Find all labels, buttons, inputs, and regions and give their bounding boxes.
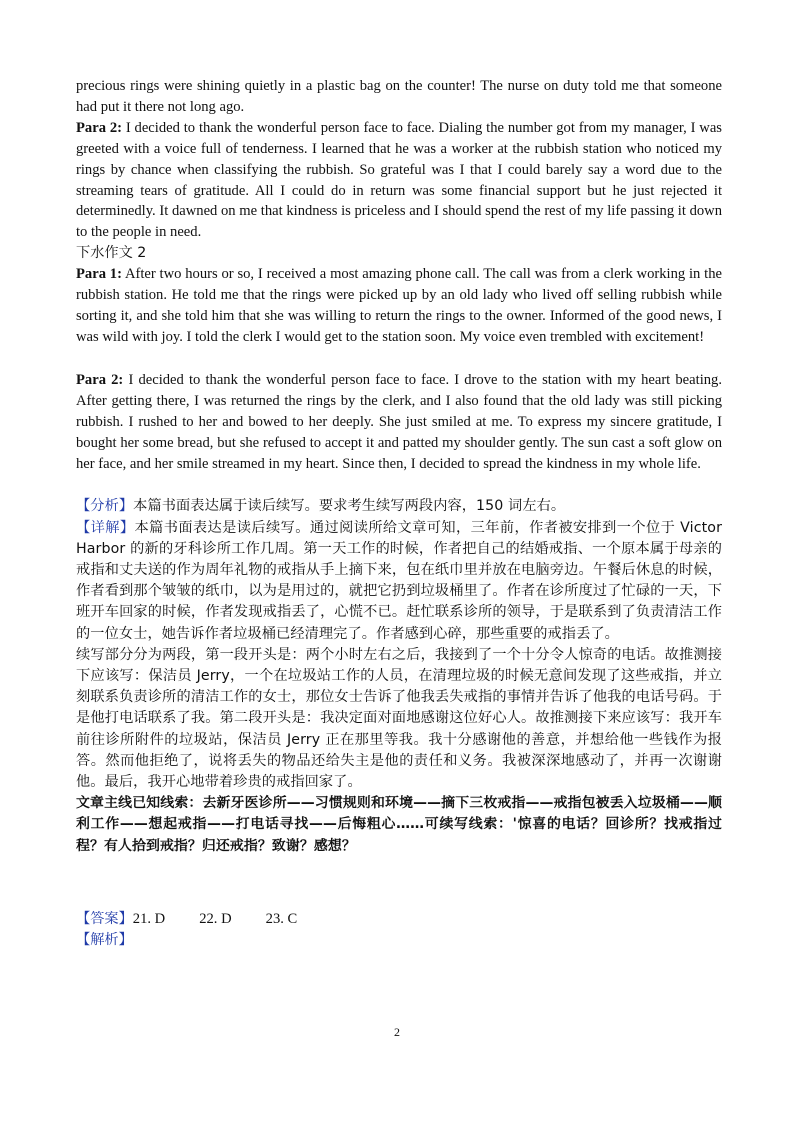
page-content xyxy=(76,76,722,952)
explain-tag: 【解析】 xyxy=(76,932,133,949)
answer-tag: 【答案】 xyxy=(76,910,133,927)
para-text: I decided to thank the wonderful person face to face. Dialing the number got from my manager, I was greeted with a voice full of tenderness. I learned that he was a worker at the rubbish station who noticed my rings by chance when classifying the rubbish. So grateful was I that I could barely say a word due to the streaming tears of gratitude. All I could do in return was some financial support but he just rejected it determinedly. It dawned on me that kindness is priceless and I should spend the rest of my life passing it down to the people in need. xyxy=(76,119,722,241)
sample2-para2 xyxy=(76,370,722,475)
detail-continuation: 续写部分分为两段，第一段开头是：两个小时左右之后，我接到了一个十分令人惊奇的电话。故推测接下应该写：保洁员 Jerry，一个在垃圾站工作的人员，在清理垃圾的时候无意间发现了这些戒指，并立刻联系负责诊所的清洁工作的女士，那位女士告诉了他我丢失戒指的事情并告诉了他我的电话号码。于是他打电话联系了我。第二段开头是：我决定面对面地感谢这位好心人。故推测接下来应该写：我开车前往诊所附件的垃圾站，保洁员 Jerry 正在那里等我。我十分感谢他的善意，并想给他一些钱作为报答。然而他拒绝了，说将丢失的物品还给失主是他的责任和义务。我被深深地感动了，并再一次谢谢他。最后，我开心地带着珍贵的戒指回家了。 xyxy=(76,646,722,791)
answer-line xyxy=(76,909,722,931)
spacer xyxy=(76,348,722,370)
answer-item: 22. D xyxy=(199,910,232,927)
detail-text: 本篇书面表达是读后续写。通过阅读所给文章可知，三年前，作者被安排到一个位于 Victor Harbor 的新的牙科诊所工作几周。第一天工作的时候，作者把自己的结婚戒指、一个原本属于母亲的戒指和丈夫送的作为周年礼物的戒指从手上摘下来，包在纸巾里并放在电脑旁边。午餐后休息的时候，作者看到那个皱皱的纸巾，以为是用过的，就把它扔到垃圾桶里了。作者在诊所度过了忙碌的一天，下班开车回家的时候，作者发现戒指丢了，心慌不已。赶忙联系诊所的领导，于是联系到了负责清洁工作的一位女士，她告诉作者垃圾桶已经清理完了。作者感到心碎，那些重要的戒指丢了。 xyxy=(76,519,722,642)
analysis-section xyxy=(76,496,722,517)
detail-section xyxy=(76,518,722,645)
para-text: After two hours or so, I received a most amazing phone call. The call was from a clerk working in the rubbish station. He told me that the rings were picked up by an old lady who lived off selling rubbish while sorting it, and she told him that she was willing to return the rings to the owner. Informed of the good news, I was wild with joy. I told the clerk I would get to the station soon. My voice even trembled with excitement! xyxy=(76,266,722,345)
detail-tag: 【详解】 xyxy=(76,519,135,536)
essay-continuation: precious rings were shining quietly in a plastic bag on the counter! The nurse on duty told me that someone had put it there not long ago. xyxy=(76,78,722,115)
analysis-tag: 【分析】 xyxy=(76,498,134,515)
spacer xyxy=(76,857,722,909)
para-label: Para 2: xyxy=(76,371,124,388)
para-label: Para 1: xyxy=(76,266,122,283)
sample2-para1 xyxy=(76,264,722,348)
clue-summary: 文章主线已知线索：去新牙医诊所——习惯规则和环境——摘下三枚戒指——戒指包被丢入垃圾桶——顺利工作——想起戒指——打电话寻找——后悔粗心……可续写线索：'惊喜的电话？回诊所？找戒指过程？有人拾到戒指？归还戒指？致谢？感想？ xyxy=(76,795,722,854)
sample1-para2 xyxy=(76,118,722,243)
sample2-title: 下水作文 2 xyxy=(76,245,147,262)
answer-item: 21. D xyxy=(132,910,166,927)
explain-line xyxy=(76,930,722,952)
analysis-text: 本篇书面表达属于读后续写。要求考生续写两段内容，150 词左右。 xyxy=(133,498,566,515)
para-label: Para 2: xyxy=(76,119,122,136)
para-text: I decided to thank the wonderful person face to face. I drove to the station with my heart beating. After getting there, I was returned the rings by the clerk, and I also found that the old lady was still picking rubbish. I rushed to her and bowed to her deeply. She just smiled at me. To express my sincere gratitude, I bought her some bread, but she refused to accept it and patted my shoulder gently. The sun cast a soft glow on her face, and her smile streamed in my heart. Since then, I decided to spread the kindness in my whole life. xyxy=(76,371,722,472)
spacer xyxy=(76,474,722,496)
answer-item: 23. C xyxy=(265,910,298,927)
page-number: 2 xyxy=(394,1025,400,1039)
